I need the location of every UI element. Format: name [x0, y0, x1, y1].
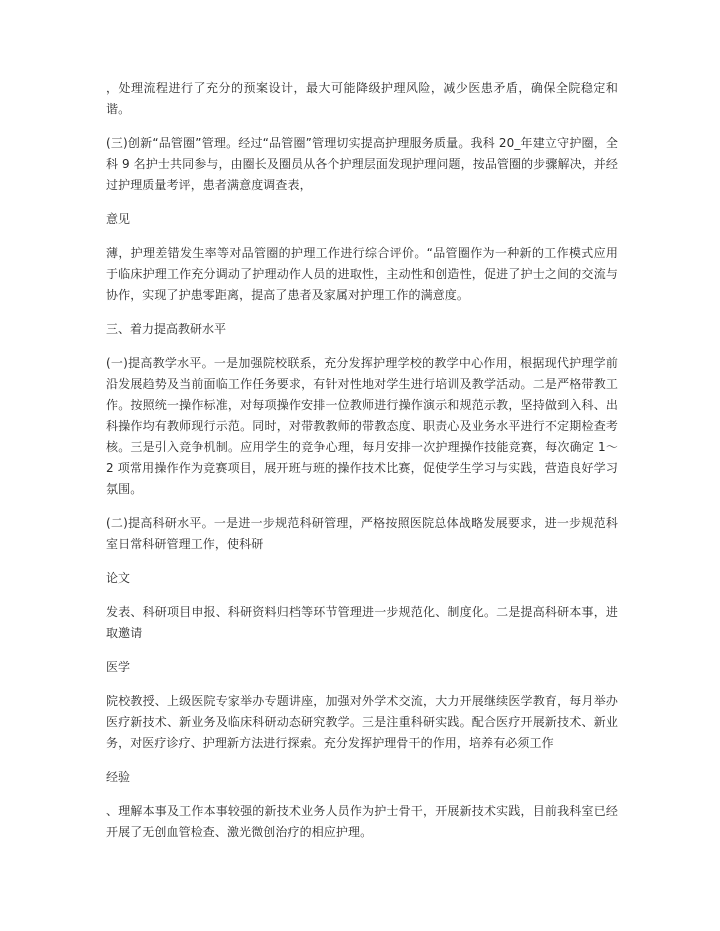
section-label-thesis: 论文 [106, 571, 131, 585]
paragraph-new-technology: 、理解本事及工作本事较强的新技术业务人员作为护士骨干，开展新技术实践，目前我科室已经开展了无创血管检查、激光微创治疗的相应护理。 [106, 804, 618, 839]
paragraph-lectures: 院校教授、上级医院专家举办专题讲座，加强对外学术交流，大力开展继续医学教育，每月举办医疗新技术、新业务及临床科研动态研究教学。三是注重科研实践。配合医疗开展新技术、新业务，对医疗诊疗、护理新方法进行探索。充分发挥护理骨干的作用，培养有必须工作 [106, 694, 618, 750]
paragraph-circle-evaluation: 薄，护理差错发生率等对品管圈的护理工作进行综合评价。“品管圈作为一种新的工作模式应用于临床护理工作充分调动了护理动作人员的进取性，主动性和创造性，促进了护士之间的交流与协作，实现了护患零距离，提高了患者及家属对护理工作的满意度。 [106, 246, 618, 302]
section-heading-teaching-research: 三、着力提高教研水平 [106, 322, 227, 336]
paragraph-publication: 发表、科研项目申报、科研资料归档等环节管理进一步规范化、制度化。二是提高科研本事，进取邀请 [106, 605, 618, 640]
paragraph-teaching-level: (一)提高教学水平。一是加强院校联系，充分发挥护理学校的教学中心作用，根据现代护理学前沿发展趋势及当前面临工作任务要求，有针对性地对学生进行培训及教学活动。二是严格带教工作。按照统一操作标准，对每项操作安排一位教师进行操作演示和规范示教，坚持做到入科、出科操作均有教师现行示范。同时，对带教教师的带教态度、职责心及业务水平进行不定期检查考核。三是引入竞争机制。应用学生的竞争心理，每月安排一次护理操作技能竞赛，每次确定 1～2 项常用操作作为竞赛项目，展开班与班的操作技术比赛，促使学生学习与实践，营造良好学习氛围。 [106, 356, 618, 496]
paragraph-risk-management: ，处理流程进行了充分的预案设计，最大可能降级护理风险，减少医患矛盾，确保全院稳定和谐。 [106, 81, 618, 116]
paragraph-research-level: (二)提高科研水平。一是进一步规范科研管理，严格按照医院总体战略发展要求，进一步规范科室日常科研管理工作，使科研 [106, 516, 618, 551]
section-label-opinion: 意见 [106, 212, 131, 226]
paragraph-quality-circle: (三)创新“品管圈”管理。经过“品管圈”管理切实提高护理服务质量。我科 20_年建立守护圈，全科 9 名护士共同参与，由圈长及圈员从各个护理层面发现护理问题，按品管圈的步骤解决，并经过护理质量考评，患者满意度调查表， [106, 136, 618, 192]
section-label-experience: 经验 [106, 770, 131, 784]
document-page [106, 78, 618, 856]
section-label-medicine: 医学 [106, 660, 131, 674]
